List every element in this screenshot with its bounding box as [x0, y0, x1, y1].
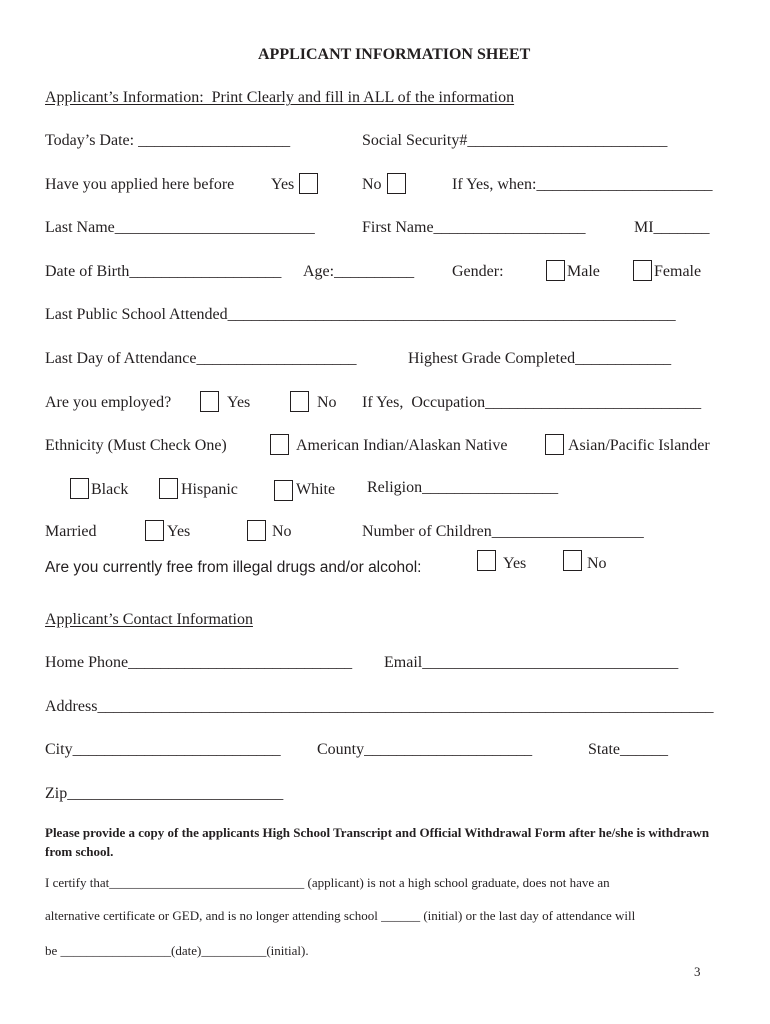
occupation-field: If Yes, Occupation___________________________ [362, 394, 702, 411]
applied-no-label: No [362, 176, 382, 193]
gender-female-checkbox[interactable] [633, 260, 652, 281]
applied-when-field: If Yes, when:______________________ [452, 176, 713, 193]
married-label: Married [45, 523, 97, 540]
middle-initial-field: MI_______ [634, 219, 710, 236]
ethnicity-black-label: Black [91, 481, 129, 498]
employed-no-label: No [317, 394, 337, 411]
married-no-checkbox[interactable] [247, 520, 266, 541]
drug-free-no-checkbox[interactable] [563, 550, 582, 571]
ethnicity-hispanic-checkbox[interactable] [159, 478, 178, 499]
state-field: State______ [588, 741, 668, 758]
last-day-attendance-field: Last Day of Attendance____________________ [45, 350, 357, 367]
home-phone-field: Home Phone____________________________ [45, 654, 353, 671]
drug-free-yes-label: Yes [503, 555, 527, 572]
ethnicity-label: Ethnicity (Must Check One) [45, 437, 227, 454]
page-number: 3 [694, 964, 701, 979]
transcript-notice: Please provide a copy of the applicants High School Transcript and Official Withdrawal Form after he/she is withdrawn from school. [45, 825, 710, 859]
applied-no-checkbox[interactable] [387, 173, 406, 194]
employed-no-checkbox[interactable] [290, 391, 309, 412]
ethnicity-asian-checkbox[interactable] [545, 434, 564, 455]
last-school-field: Last Public School Attended________________________________________________________ [45, 306, 676, 323]
gender-female-label: Female [654, 263, 702, 280]
religion-field: Religion_________________ [367, 479, 559, 496]
married-yes-checkbox[interactable] [145, 520, 164, 541]
ethnicity-black-checkbox[interactable] [70, 478, 89, 499]
employed-yes-label: Yes [227, 394, 251, 411]
married-yes-label: Yes [167, 523, 191, 540]
age-field: Age:__________ [303, 263, 415, 280]
gender-male-checkbox[interactable] [546, 260, 565, 281]
gender-label: Gender: [452, 263, 504, 280]
drug-free-no-label: No [587, 555, 607, 572]
employed-yes-checkbox[interactable] [200, 391, 219, 412]
drug-free-yes-checkbox[interactable] [477, 550, 496, 571]
ethnicity-asian-label: Asian/Pacific Islander [568, 437, 710, 454]
employed-label: Are you employed? [45, 394, 172, 411]
certify-line-1: I certify that______________________________ (applicant) is not a high school graduate, does not have an [45, 875, 610, 890]
first-name-field: First Name___________________ [362, 219, 586, 236]
applied-before-label: Have you applied here before [45, 176, 235, 193]
page-title: APPLICANT INFORMATION SHEET [258, 46, 531, 63]
address-field: Address_____________________________________________________________________________ [45, 698, 714, 715]
ethnicity-native-checkbox[interactable] [270, 434, 289, 455]
county-field: County_____________________ [317, 741, 533, 758]
highest-grade-field: Highest Grade Completed____________ [408, 350, 672, 367]
certify-line-2: alternative certificate or GED, and is no longer attending school ______ (initial) or the last day of attendance will [45, 908, 636, 923]
email-field: Email________________________________ [384, 654, 679, 671]
ethnicity-native-label: American Indian/Alaskan Native [296, 437, 508, 454]
ethnicity-hispanic-label: Hispanic [181, 481, 238, 498]
drug-free-question: Are you currently free from illegal drugs and/or alcohol: [45, 559, 422, 576]
ethnicity-white-label: White [296, 481, 336, 498]
married-no-label: No [272, 523, 292, 540]
section-heading-contact-info: Applicant’s Contact Information [45, 611, 253, 628]
applied-yes-checkbox[interactable] [299, 173, 318, 194]
city-field: City__________________________ [45, 741, 281, 758]
section-heading-applicant-info: Applicant’s Information: Print Clearly and fill in ALL of the information [45, 89, 515, 106]
ssn-field: Social Security#_________________________ [362, 132, 668, 149]
todays-date-field: Today’s Date: ___________________ [45, 132, 291, 149]
certify-line-3: be _________________(date)__________(initial). [45, 943, 309, 958]
last-name-field: Last Name_________________________ [45, 219, 315, 236]
gender-male-label: Male [567, 263, 600, 280]
number-of-children-field: Number of Children___________________ [362, 523, 644, 540]
date-of-birth-field: Date of Birth___________________ [45, 263, 282, 280]
zip-field: Zip___________________________ [45, 785, 284, 802]
ethnicity-white-checkbox[interactable] [274, 480, 293, 501]
applied-yes-label: Yes [271, 176, 295, 193]
